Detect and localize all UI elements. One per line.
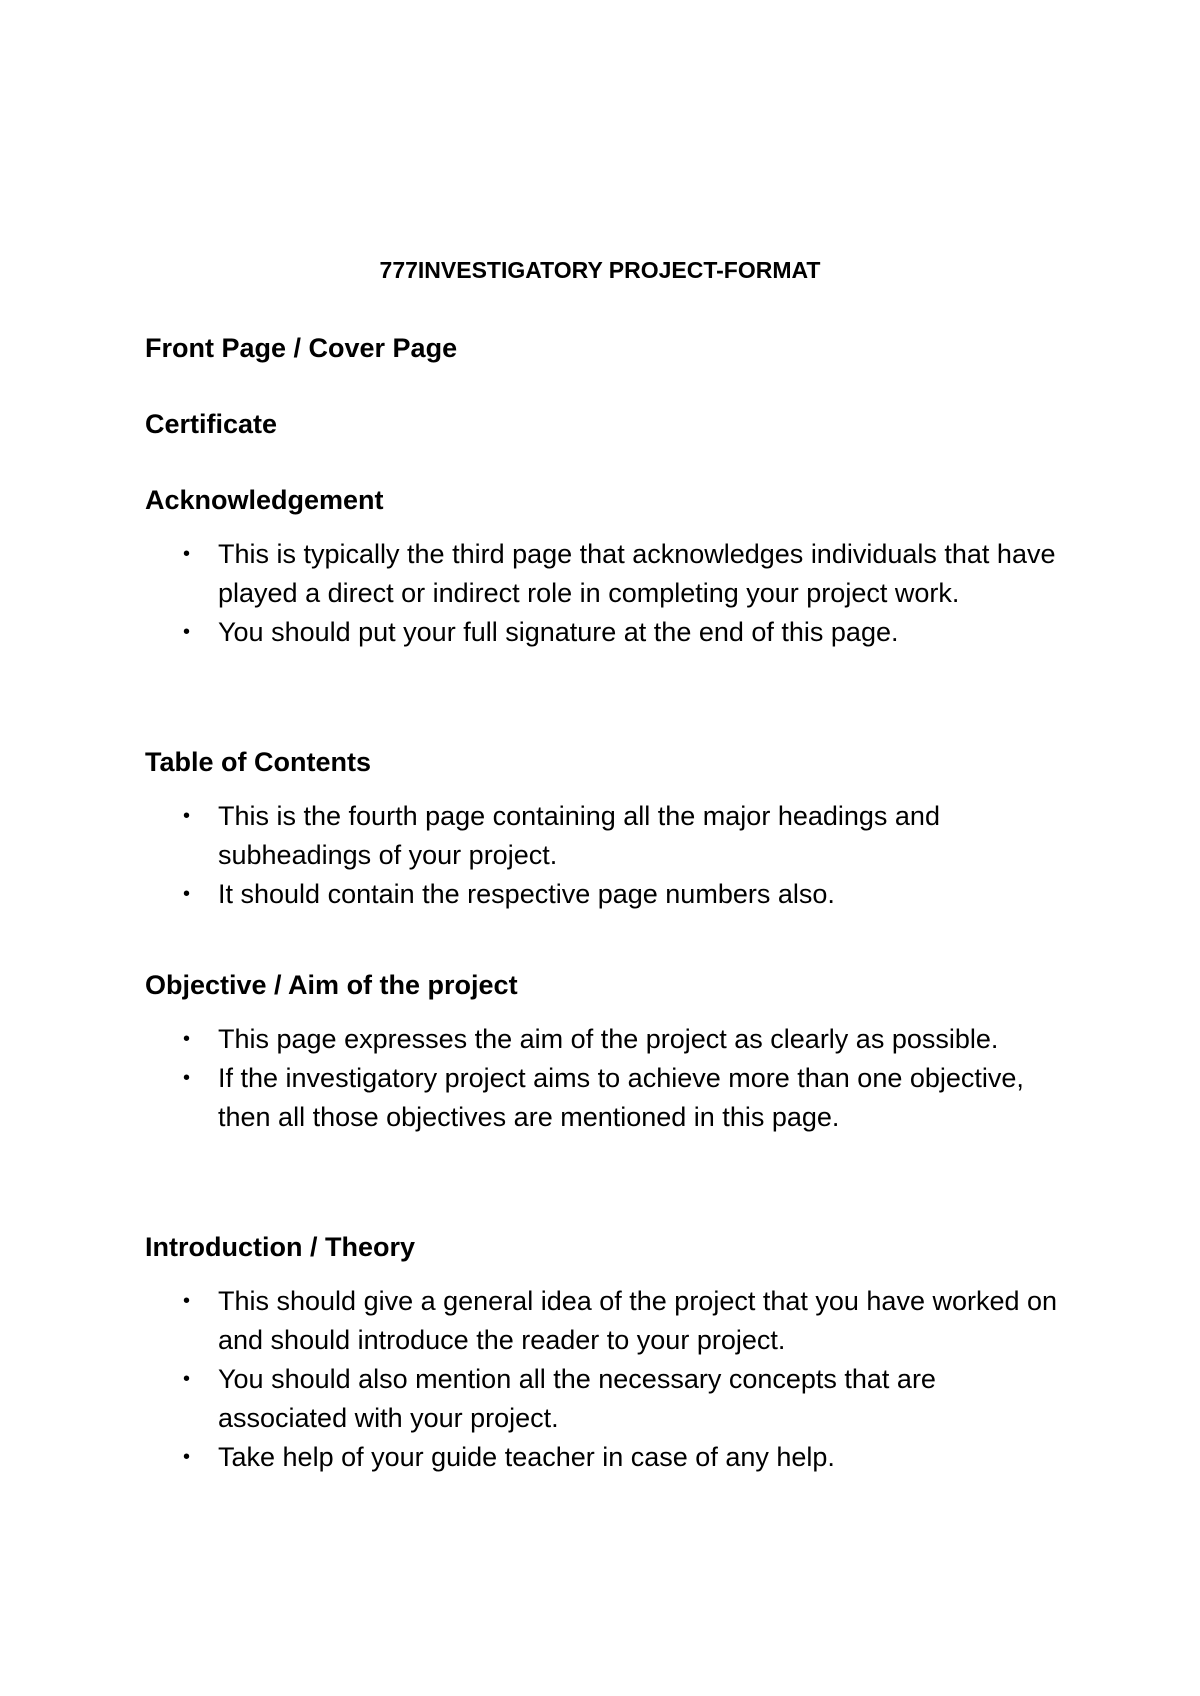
bullet-list — [145, 1020, 1065, 1137]
bullet-icon: • — [183, 1368, 191, 1390]
list-item-text: Take help of your guide teacher in case of any help. — [218, 1442, 835, 1472]
list-item — [145, 797, 1065, 875]
section-introduction — [145, 1230, 1065, 1477]
list-item-text: This is typically the third page that acknowledges individuals that have played a direct or indirect role in completing your project work. — [218, 539, 1056, 608]
list-item — [145, 1020, 1065, 1059]
bullet-icon: • — [183, 1290, 191, 1312]
section-certificate — [145, 407, 1065, 441]
section-heading: Certificate — [145, 409, 278, 439]
bullet-icon: • — [183, 1067, 191, 1089]
section-heading: Acknowledgement — [145, 485, 384, 515]
bullet-list — [145, 797, 1065, 914]
section-heading: Introduction / Theory — [145, 1232, 415, 1262]
bullet-icon: • — [183, 1028, 191, 1050]
list-item-text: This is the fourth page containing all the major headings and subheadings of your project. — [218, 801, 940, 870]
list-item — [145, 1282, 1065, 1360]
bullet-list — [145, 535, 1065, 652]
bullet-icon: • — [183, 543, 191, 565]
list-item — [145, 1438, 1065, 1477]
bullet-icon: • — [183, 1446, 191, 1468]
list-item-text: This page expresses the aim of the project as clearly as possible. — [218, 1024, 999, 1054]
section-table-of-contents — [145, 745, 1065, 914]
document-title: 777INVESTIGATORY PROJECT-FORMAT — [379, 257, 821, 283]
bullet-icon: • — [183, 621, 191, 643]
bullet-icon: • — [183, 883, 191, 905]
list-item-text: You should also mention all the necessary concepts that are associated with your project. — [218, 1364, 936, 1433]
list-item — [145, 613, 1065, 652]
list-item-text: It should contain the respective page numbers also. — [218, 879, 835, 909]
section-heading: Table of Contents — [145, 747, 371, 777]
list-item-text: This should give a general idea of the project that you have worked on and should introduce the reader to your project. — [218, 1286, 1058, 1355]
list-item — [145, 875, 1065, 914]
list-item — [145, 1059, 1065, 1137]
section-acknowledgement — [145, 483, 1065, 652]
list-item-text: If the investigatory project aims to achieve more than one objective, then all those objectives are mentioned in this page. — [218, 1063, 1024, 1132]
list-item — [145, 535, 1065, 613]
section-front-page — [145, 331, 1065, 365]
list-item — [145, 1360, 1065, 1438]
bullet-icon: • — [183, 805, 191, 827]
section-objective — [145, 968, 1065, 1137]
list-item-text: You should put your full signature at the end of this page. — [218, 617, 899, 647]
section-heading: Objective / Aim of the project — [145, 970, 518, 1000]
bullet-list — [145, 1282, 1065, 1477]
section-heading: Front Page / Cover Page — [145, 333, 458, 363]
